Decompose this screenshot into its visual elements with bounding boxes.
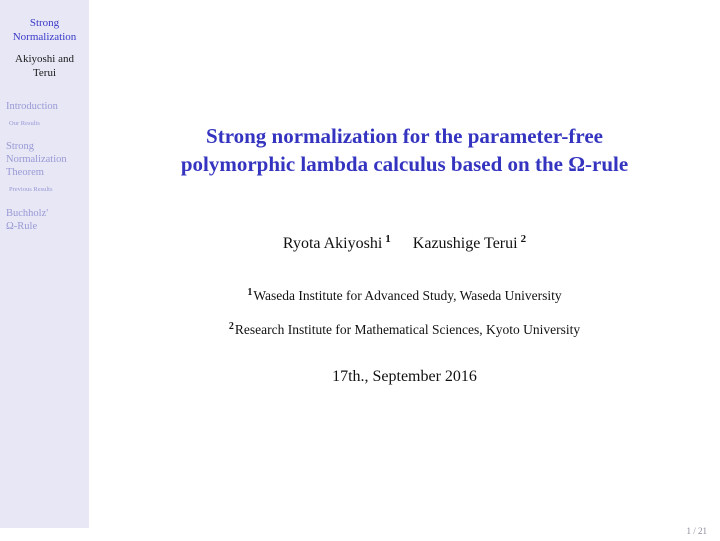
author-terui [413,228,526,255]
affil2-mark: 2 [228,321,234,332]
sidebar-authors-line1: Akiyoshi and [15,53,74,65]
affil1-mark: 1 [247,287,253,298]
presentation-date: 17th., September 2016 [332,368,477,385]
author-akiyoshi [283,228,391,255]
nav-buchholz-line2: Ω-Rule [6,221,38,232]
affil2-text: Research Institute for Mathematical Sciences, Kyoto University [234,322,581,337]
affiliation-rims [89,318,720,339]
slide-title-line2: polymorphic lambda calculus based on the Ω-rule [180,152,629,176]
sidebar-short-title[interactable] [0,16,89,44]
sidebar-authors-line2: Terui [32,67,57,79]
affil1-text: Waseda Institute for Advanced Study, Waseda University [253,288,562,303]
sidebar-short-title-line1: Strong [29,17,60,29]
author1-name: Ryota Akiyoshi [282,235,383,252]
nav-our-results[interactable]: Our Results [9,120,40,127]
slide-title [89,122,720,178]
nav-buchholz-line1: Buchholz' [6,208,49,219]
affiliation-waseda [89,284,720,305]
author-list [89,228,720,255]
author1-affil-mark: 1 [385,233,391,245]
sidebar [0,0,89,528]
nav-introduction[interactable]: Introduction [6,101,58,112]
nav-strong-normalization-theorem[interactable] [6,140,67,179]
sidebar-short-title-line2: Normalization [12,31,77,43]
author2-name: Kazushige Terui [412,235,518,252]
page-number: 1 / 21 [686,526,707,536]
nav-previous-results[interactable]: Previous Results [9,186,53,193]
nav-strong-normalization-line3: Theorem [6,167,44,178]
author2-affil-mark: 2 [520,233,527,245]
sidebar-authors [0,52,89,80]
nav-buchholz-omega-rule[interactable] [6,207,48,233]
nav-strong-normalization-line1: Strong [6,141,35,152]
slide-title-line1: Strong normalization for the parameter-free [206,124,603,148]
nav-strong-normalization-line2: Normalization [6,154,67,165]
